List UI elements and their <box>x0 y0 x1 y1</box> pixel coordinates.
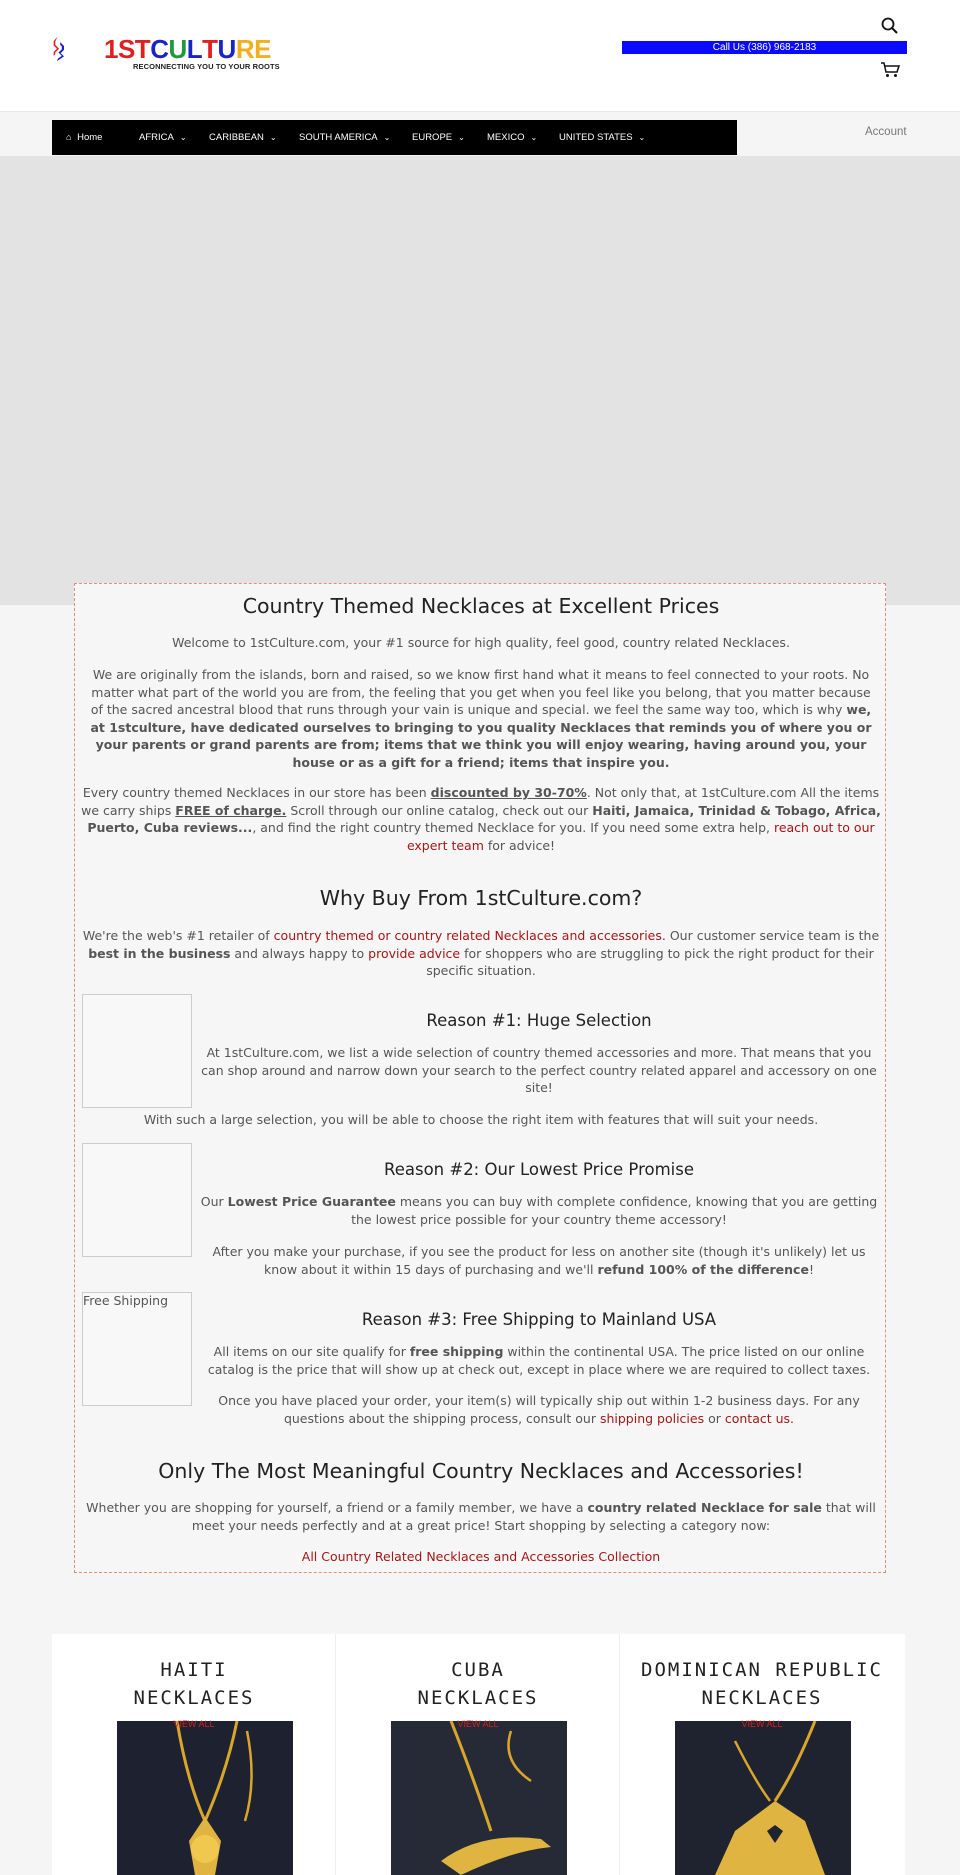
reason-2-text-2: means you can buy with complete confidence, knowing that you are getting the lowest price possible for your country theme accessory! <box>351 1194 878 1227</box>
discount-paragraph <box>79 784 883 854</box>
nav-africa-label: AFRICA <box>139 132 174 143</box>
why-text-4: for shoppers who are struggling to pick the right product for their specific situation. <box>426 945 874 978</box>
why-text-2: Our customer service team is the <box>665 928 880 943</box>
reason-3-image <box>82 1292 192 1406</box>
shipping-policies-link[interactable]: shipping policies <box>599 1410 705 1426</box>
contact-us-link[interactable]: contact us. <box>724 1410 795 1426</box>
nav-south-america-label: SOUTH AMERICA <box>299 132 378 143</box>
intro-text: We are originally from the islands, born and raised, so we know first hand what it means to feel connected to your roots. No matter what part of the world you are from, the feeling that you get when you feel like you belong, that you matter because of the sacred ancestral blood that runs through your vain is unique and special. we feel the same way too, which is why <box>90 667 871 717</box>
collection-title-line-2: NECKLACES <box>701 1687 823 1709</box>
chevron-down-icon: ⌄ <box>179 133 187 142</box>
logo-mark[interactable] <box>52 2 112 96</box>
countries-bold: Haiti, Jamaica, Trinidad & Tobago, Africa, Puerto, Cuba reviews... <box>87 802 881 835</box>
necklace-image-dominican-republic <box>675 1721 851 1875</box>
meaningful-text <box>81 1499 881 1534</box>
logo-text-culture: CULTURE <box>150 34 271 64</box>
nav-south-america[interactable] <box>299 120 390 155</box>
reason-1-text: At 1stCulture.com, we list a wide selection of country themed accessories and more. That means that you can shop around and narrow down your search to the perfect country related apparel and accessory on one site! <box>201 1045 877 1095</box>
collection-title <box>620 1656 904 1712</box>
logo-text-1st: 1ST <box>104 34 151 64</box>
reason-2-title: Reason #2: Our Lowest Price Promise <box>383 1160 694 1179</box>
all-collection-link[interactable]: All Country Related Necklaces and Accessories Collection <box>301 1549 661 1564</box>
site-header <box>0 0 960 112</box>
nav-caribbean[interactable] <box>209 120 277 155</box>
cart-icon[interactable] <box>880 61 902 79</box>
account-link[interactable]: Account <box>865 126 907 138</box>
nav-mexico-label: MEXICO <box>487 132 525 143</box>
reason-2-text-4: ! <box>808 1261 814 1277</box>
collection-grid <box>52 1634 905 1875</box>
free-shipping-image-label: Free Shipping <box>83 1293 169 1308</box>
collection-title-line-2: NECKLACES <box>417 1687 539 1709</box>
meaningful-title: Only The Most Meaningful Country Necklaces and Accessories! <box>158 1459 804 1483</box>
logo-wordmark[interactable] <box>104 34 271 65</box>
view-all-link[interactable]: VIEW ALL <box>457 1719 499 1729</box>
why-bold: best in the business <box>88 945 231 961</box>
reason-2-text-1: Our <box>200 1194 228 1209</box>
intro-content-box <box>74 583 886 1573</box>
nav-united-states[interactable] <box>559 120 645 155</box>
nav-united-states-label: UNITED STATES <box>559 132 633 143</box>
free-shipping-bold: free shipping <box>409 1344 504 1359</box>
collection-title-line-1: HAITI <box>160 1659 228 1681</box>
welcome-text: Welcome to 1stCulture.com, your #1 source for high quality, feel good, country related Necklaces. <box>172 635 790 650</box>
discount-text-3: Scroll through our online catalog, check out our <box>286 802 593 818</box>
collection-image-dominican-republic[interactable] <box>675 1721 851 1875</box>
call-us-banner[interactable]: Call Us (386) 968-2183 <box>622 41 907 54</box>
reason-2-refund-text <box>199 1243 879 1278</box>
why-text-1: We're the web's #1 retailer of <box>82 928 274 943</box>
collection-title-line-1: CUBA <box>451 1659 505 1681</box>
necklaces-accessories-link[interactable]: country themed or country related Necklaces and accessories. <box>273 928 666 943</box>
discount-link[interactable]: discounted by 30-70% <box>430 785 587 800</box>
intro-bold-text: we, at 1stculture, have dedicated ourselves to bringing to you quality Necklaces that reminds you of where you or your parents or grand parents are from; items that we think you will enjoy wearing, having around you, your house or as a gift for a friend; items that inspire you. <box>90 702 872 770</box>
collection-title-line-1: DOMINICAN REPUBLIC <box>641 1659 883 1681</box>
necklace-image-haiti <box>117 1721 293 1875</box>
collection-title <box>336 1656 620 1712</box>
reason-3-text-3: Once you have placed your order, your item(s) will typically ship out within 1-2 business days. For any questions about the shipping process, consult our <box>218 1393 860 1426</box>
nav-europe[interactable] <box>412 120 465 155</box>
why-text-3: and always happy to <box>230 945 369 961</box>
discount-text-5: for advice! <box>483 837 556 853</box>
reason-3-text <box>199 1343 879 1378</box>
chevron-down-icon: ⌄ <box>638 133 646 142</box>
chevron-down-icon: ⌄ <box>269 133 277 142</box>
collection-card-cuba[interactable] <box>336 1634 620 1875</box>
nav-caribbean-label: CARIBBEAN <box>209 132 264 143</box>
collection-card-haiti[interactable] <box>52 1634 336 1875</box>
reason-3-text-1: All items on our site qualify for <box>213 1344 410 1359</box>
reason-3-title: Reason #3: Free Shipping to Mainland USA <box>361 1310 717 1329</box>
reason-1-text-2: With such a large selection, you will be able to choose the right item with features that will suit your needs. <box>143 1112 819 1127</box>
reason-2-text-3: After you make your purchase, if you see the product for less on another site (though it's unlikely) let us know about it within 15 days of purchasing and we'll <box>212 1244 866 1277</box>
collection-title <box>52 1656 336 1712</box>
logo-tagline: RECONNECTING YOU TO YOUR ROOTS <box>133 62 280 71</box>
home-icon: ⌂ <box>66 132 72 142</box>
why-buy-title: Why Buy From 1stCulture.com? <box>319 886 643 910</box>
necklace-image-cuba <box>391 1721 567 1875</box>
collection-title-line-2: NECKLACES <box>133 1687 255 1709</box>
why-paragraph <box>81 927 881 980</box>
provide-advice-link[interactable]: provide advice <box>368 945 461 961</box>
reason-2-text <box>195 1193 883 1228</box>
chevron-down-icon: ⌄ <box>458 133 465 142</box>
reason-3-text-2: within the continental USA. The price listed on our online catalog is the price that will show up at check out, except in place where we are required to collect taxes. <box>207 1344 871 1377</box>
page-title: Country Themed Necklaces at Excellent Prices <box>242 594 720 618</box>
nav-africa[interactable] <box>139 120 187 155</box>
discount-text-1: Every country themed Necklaces in our store has been <box>82 785 431 800</box>
view-all-link[interactable]: VIEW ALL <box>173 1719 215 1729</box>
view-all-link[interactable]: VIEW ALL <box>741 1719 783 1729</box>
nav-mexico[interactable] <box>487 120 537 155</box>
reason-2-image <box>82 1143 192 1257</box>
main-navigation <box>52 120 737 155</box>
collection-image-haiti[interactable] <box>117 1721 293 1875</box>
refund-bold: refund 100% of the difference <box>597 1261 809 1277</box>
discount-text-2: . Not only that, at 1stCulture.com All the items we carry ships <box>81 785 880 818</box>
nav-home-label: Home <box>77 132 103 143</box>
collection-image-cuba[interactable] <box>391 1721 567 1875</box>
nav-home[interactable] <box>66 120 102 155</box>
reason-1-title: Reason #1: Huge Selection <box>426 1011 652 1030</box>
necklace-for-sale-bold: country related Necklace for sale <box>587 1500 822 1515</box>
search-icon[interactable] <box>878 14 902 38</box>
collection-card-dominican-republic[interactable] <box>620 1634 904 1875</box>
nav-europe-label: EUROPE <box>412 132 453 143</box>
free-shipping-link[interactable]: FREE of charge. <box>175 802 287 818</box>
meaningful-text-2: that will meet your needs perfectly and at a great price! Start shopping by selecting a category now: <box>191 1500 876 1533</box>
reason-1-image <box>82 994 192 1108</box>
discount-text-4: , and find the right country themed Necklace for you. If you need some extra help, <box>252 820 774 835</box>
reason-3-shipping-text <box>199 1392 879 1427</box>
intro-paragraph <box>87 666 875 771</box>
meaningful-text-1: Whether you are shopping for yourself, a friend or a family member, we have a <box>86 1500 588 1515</box>
chevron-down-icon: ⌄ <box>530 133 538 142</box>
expert-team-link[interactable]: reach out to our expert team <box>406 820 875 853</box>
chevron-down-icon: ⌄ <box>383 133 391 142</box>
reason-3-text-4: or <box>704 1410 725 1426</box>
hero-banner <box>0 156 960 605</box>
lowest-price-guarantee-link[interactable]: Lowest Price Guarantee <box>227 1194 396 1209</box>
